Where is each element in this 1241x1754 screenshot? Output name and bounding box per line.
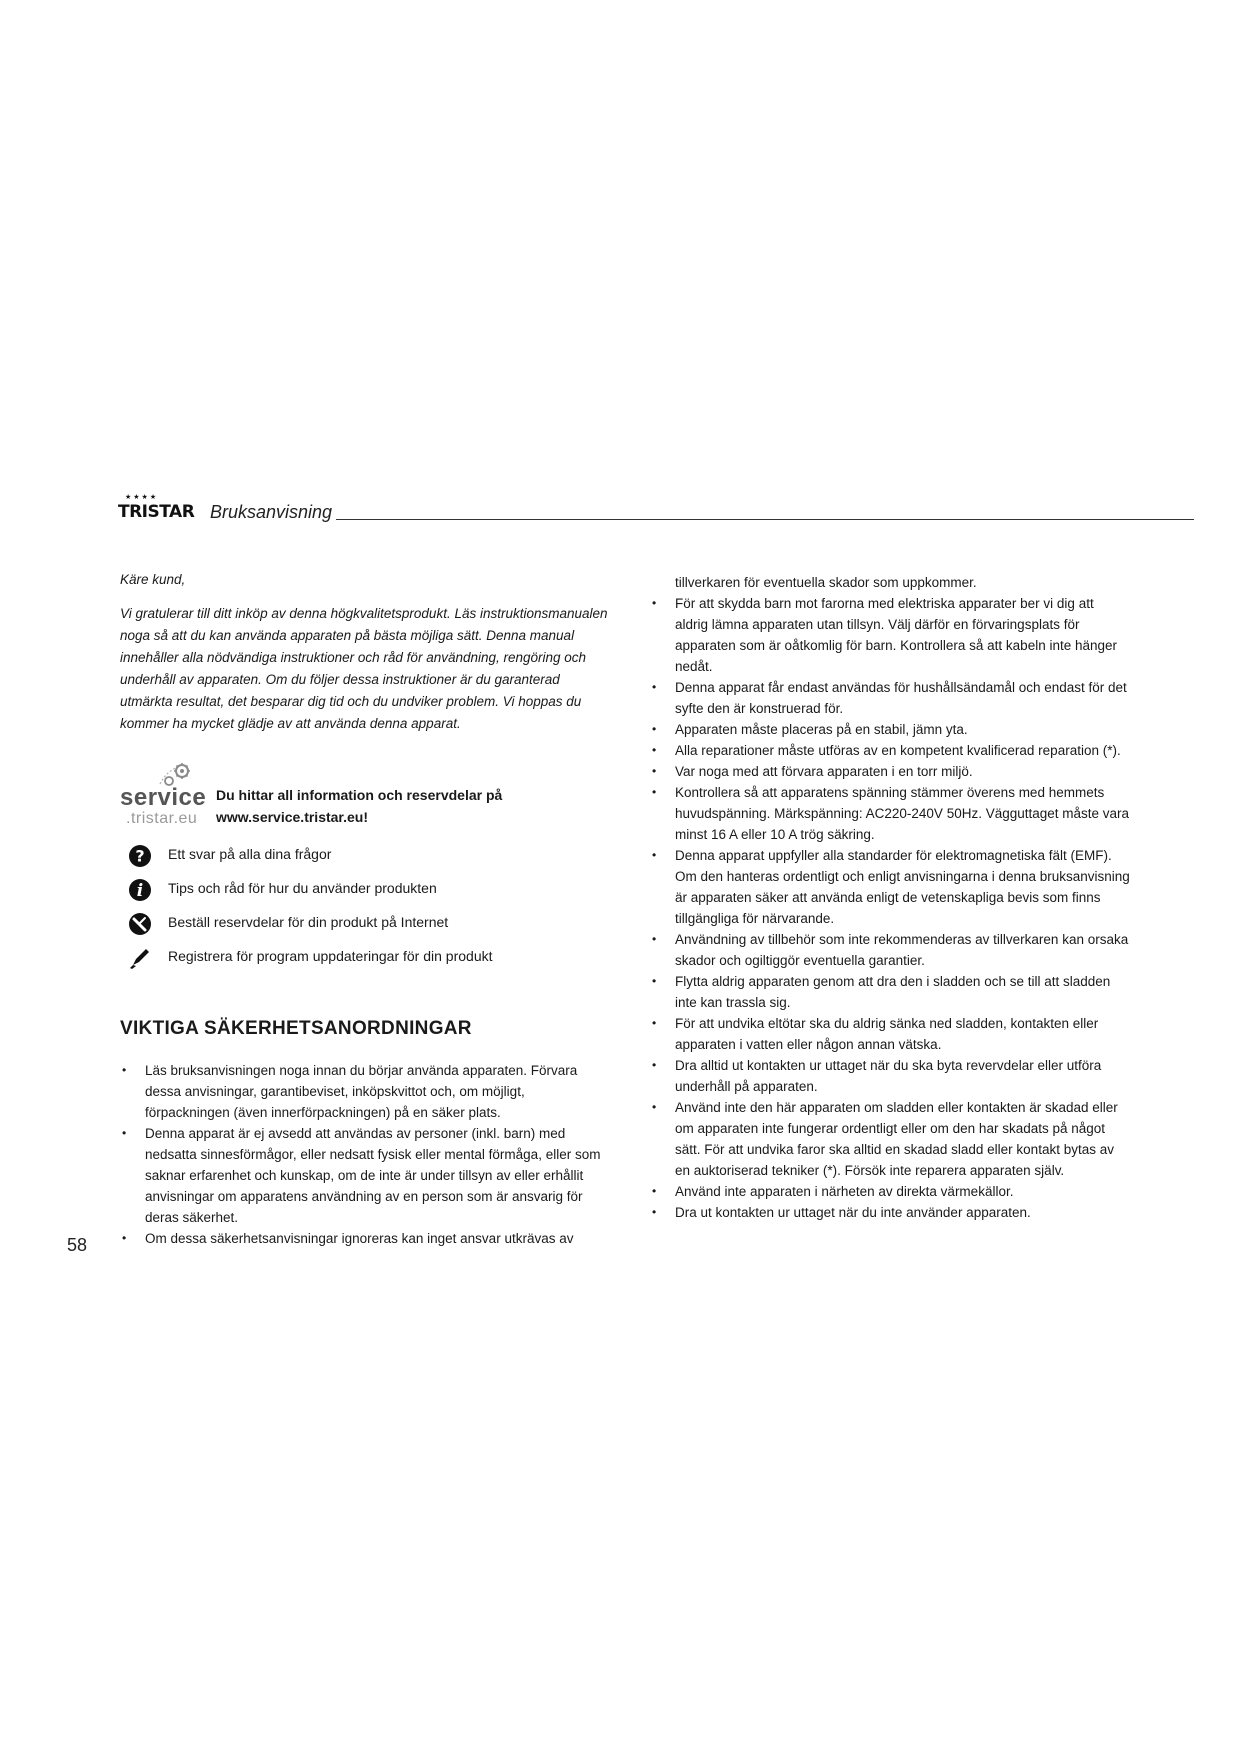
list-item: • Kontrollera så att apparatens spänning stämmer överens med hemmets huvudspänning. Märkspänning: AC220-240V 50Hz. Vägguttaget måste vara minst 16 A eller 10 A trög säkring. (650, 782, 1130, 845)
tools-icon (128, 912, 152, 936)
pen-icon (128, 946, 152, 970)
feature-item (128, 876, 608, 910)
safety-list-left (120, 1060, 610, 1249)
list-item: • Alla reparationer måste utföras av en kompetent kvalificerad reparation (*). (650, 740, 1130, 761)
page-header (118, 494, 1194, 524)
feature-item (128, 944, 608, 978)
service-text (216, 784, 502, 828)
safety-list-right (650, 572, 1130, 1223)
list-item: • För att undvika eltötar ska du aldrig sänka ned sladden, kontakten eller apparaten i vatten eller någon annan vätska. (650, 1013, 1130, 1055)
list-item: • Var noga med att förvara apparaten i en torr miljö. (650, 761, 1130, 782)
list-item: • Använd inte den här apparaten om sladden eller kontakten är skadad eller om apparaten inte fungerar ordentligt eller om den har skadats på något sätt. För att undvika faror ska alltid en skadad sladd eller kontakt bytas av en auktoriserad tekniker (*). Försök inte reparera apparaten själv. (650, 1097, 1130, 1181)
feature-label: Beställ reservdelar för din produkt på Internet (168, 914, 449, 930)
feature-label: Registrera för program uppdateringar för din produkt (168, 948, 493, 964)
list-item: • Flytta aldrig apparaten genom att dra den i sladden och se till att sladden inte kan trassla sig. (650, 971, 1130, 1013)
feature-item (128, 910, 608, 944)
info-icon (128, 878, 152, 902)
right-column (650, 572, 1130, 1223)
header-title: Bruksanvisning (210, 502, 333, 522)
feature-list (128, 842, 608, 978)
list-item: • Läs bruksanvisningen noga innan du börjar använda apparaten. Förvara dessa anvisningar, garantibeviset, inköpskvittot och, om möjligt, förpackningen (även innerförpackningen) på en säker plats. (120, 1060, 610, 1123)
greeting: Käre kund, (120, 572, 186, 587)
list-item: • För att skydda barn mot farorna med elektriska apparater ber vi dig att aldrig lämna apparaten utan tillsyn. Välj därför en förvaringsplats för apparaten som är oåtkomlig för barn. Kontrollera så att kabeln inte hänger nedåt. (650, 593, 1130, 677)
list-item: • Denna apparat får endast användas för hushållsändamål och endast för det syfte den är konstruerad för. (650, 677, 1130, 719)
header-rule (336, 519, 1194, 520)
service-text-line1: Du hittar all information och reservdelar på (216, 787, 503, 803)
list-item: • Användning av tillbehör som inte rekommenderas av tillverkaren kan orsaka skador och ogiltiggör eventuella garantier. (650, 929, 1130, 971)
intro-paragraph: Vi gratulerar till ditt inköp av denna högkvalitetsprodukt. Läs instruktionsmanualen noga så att du kan använda apparaten på bästa möjliga sätt. Denna manual innehåller alla nödvändiga instruktioner och råd för användning, rengöring och underhåll av apparaten. Om du följer dessa instruktioner är du garanterad utmärkta resultat, det besparar dig tid och du undviker problem. Vi hoppas du kommer ha mycket glädje av att använda denna apparat. (120, 606, 608, 731)
feature-label: Ett svar på alla dina frågor (168, 846, 332, 862)
left-column (120, 572, 610, 1246)
logo-stars: ★★★★ (125, 494, 159, 501)
list-item-continuation: tillverkaren för eventuella skador som uppkommer. (675, 575, 977, 590)
question-icon (128, 844, 152, 868)
list-item: • Använd inte apparaten i närheten av direkta värmekällor. (650, 1181, 1130, 1202)
svg-text:?: ? (135, 846, 145, 866)
list-item: • Apparaten måste placeras på en stabil, jämn yta. (650, 719, 1130, 740)
logo-text: TRISTAR (118, 502, 195, 522)
service-logo-domain: .tristar.eu (126, 810, 198, 827)
page-number: 58 (67, 1235, 88, 1255)
list-item: • Om dessa säkerhetsanvisningar ignoreras kan inget ansvar utkrävas av (120, 1228, 610, 1249)
list-item: • Denna apparat uppfyller alla standarder för elektromagnetiska fält (EMF). Om den hanteras ordentligt och enligt anvisningarna i denna bruksanvisning är apparaten säker att använda enligt de vetenskapliga bevis som finns tillgängliga för närvarande. (650, 845, 1130, 929)
list-item: • Dra alltid ut kontakten ur uttaget när du ska byta revervdelar eller utföra underhåll på apparaten. (650, 1055, 1130, 1097)
feature-item (128, 842, 608, 876)
list-item: • Denna apparat är ej avsedd att användas av personer (inkl. barn) med nedsatta sinnesförmågor, eller nedsatt fysisk eller mental förmåga, eller som saknar erfarenhet och kunskap, om de inte är under tillsyn av eller erhållit anvisningar om apparatens användning av en person som är ansvarig för deras säkerhet. (120, 1123, 610, 1228)
service-block (120, 762, 610, 842)
service-logo (120, 762, 208, 832)
list-item: • Dra ut kontakten ur uttaget när du inte använder apparaten. (650, 1202, 1130, 1223)
service-url[interactable]: www.service.tristar.eu! (216, 809, 368, 825)
service-logo-word: service (120, 784, 207, 811)
svg-text:i: i (136, 881, 144, 901)
feature-label: Tips och råd för hur du använder produkten (168, 880, 437, 896)
section-title: VIKTIGA SÄKERHETSANORDNINGAR (120, 1018, 472, 1039)
